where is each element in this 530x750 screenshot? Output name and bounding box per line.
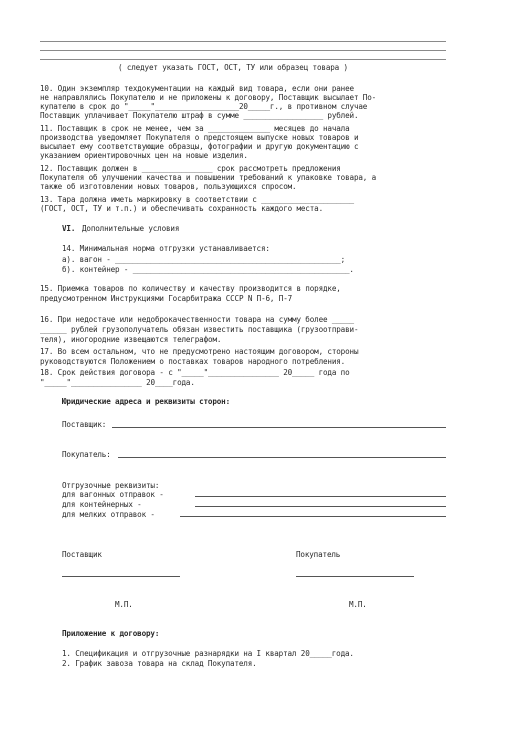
section-number: VI. <box>62 224 76 233</box>
appendix-title: Приложение к договору: <box>62 629 160 638</box>
shipping-wagon-line <box>195 496 446 497</box>
blank-line <box>40 41 446 42</box>
appendix-item: 1. Спецификация и отгрузочные разнарядки на I квартал 20_____года. <box>62 649 354 658</box>
p11-line: указанием ориентировочных цен на новые изделия. <box>40 151 248 160</box>
legal-section-title: Юридические адреса и реквизиты сторон: <box>62 397 231 406</box>
p12-line: 12. Поставщик должен в ________________ срок рассмотреть предложения <box>40 164 341 173</box>
p11-line: высылает ему соответствующие образцы, фотографии и другую документацию с <box>40 142 359 151</box>
section-title: Дополнительные условия <box>82 224 180 233</box>
signature-supplier-line <box>62 576 180 577</box>
shipping-container-label: для контейнерных - <box>62 500 142 509</box>
p14-option-a: а). вагон - ___________________________________________________; <box>62 255 345 264</box>
p12-line: также об изготовлении новых товаров, пользующихся спросом. <box>40 182 297 191</box>
p15-line: предусмотренном Инструкциями Госарбитража СССР N П-6, П-7 <box>40 294 293 303</box>
p17-line: 17. Во всем остальном, что не предусмотрено настоящим договором, стороны <box>40 347 359 356</box>
p11-line: 11. Поставщик в срок не менее, чем за ______________ месяцев до начала <box>40 124 350 133</box>
buyer-label: Покупатель: <box>62 450 111 459</box>
p12-line: Покупателя об улучшении качества и повышении требований к упаковке товара, а <box>40 173 377 182</box>
shipping-small-line <box>180 516 446 517</box>
p18-line: "_____"________________ 20____года. <box>40 378 195 387</box>
p16-line: ______ рублей грузополучатель обязан известить поставщика (грузоотправи- <box>40 325 359 334</box>
p14-option-b: б). контейнер - _________________________________________________. <box>62 265 354 274</box>
p15-line: 15. Приемка товаров по количеству и качеству производится в порядке, <box>40 284 341 293</box>
p17-line: руководствуются Положением о поставках товаров народного потребления. <box>40 357 346 366</box>
stamp-right: М.П. <box>349 600 367 609</box>
signature-supplier-label: Поставщик <box>62 550 102 559</box>
p14-line: 14. Минимальная норма отгрузки устанавливается: <box>62 244 270 253</box>
header-note: ( следует указать ГОСТ, ОСТ, ТУ или образец товара ) <box>118 63 348 72</box>
p18-line: 18. Срок действия договора - с "_____"________________ 20_____ года по <box>40 368 350 377</box>
p16-line: 16. При недостаче или недоброкачественности товара на сумму более _____ <box>40 315 354 324</box>
shipping-small-label: для мелких отправок - <box>62 510 155 519</box>
shipping-wagon-label: для вагонных отправок - <box>62 490 164 499</box>
p11-line: производства уведомляет Покупателя о предстоящем выпуске новых товаров и <box>40 133 359 142</box>
stamp-left: М.П. <box>115 600 133 609</box>
p10-line: купателю в срок до "_____"___________________20_____г., в противном случае <box>40 102 368 111</box>
supplier-address-line <box>112 427 446 428</box>
blank-line <box>40 59 446 60</box>
appendix-item: 2. График завоза товара на склад Покупателя. <box>62 659 257 668</box>
supplier-label: Поставщик: <box>62 420 107 429</box>
p13-line: 13. Тара должна иметь маркировку в соответствии с _____________________ <box>40 195 354 204</box>
signature-buyer-label: Покупатель <box>296 550 341 559</box>
shipping-container-line <box>195 506 446 507</box>
p10-line: Поставщик уплачивает Покупателю штраф в сумме __________________ рублей. <box>40 111 359 120</box>
p13-line: (ГОСТ, ОСТ, ТУ и т.п.) и обеспечивать сохранность каждого места. <box>40 204 323 213</box>
p16-line: теля), иногородние извещаются телеграфом. <box>40 335 222 344</box>
buyer-address-line <box>118 457 446 458</box>
blank-line <box>40 50 446 51</box>
p10-line: не направлялись Покупателю и не приложены к договору, Поставщик высылает По- <box>40 93 377 102</box>
signature-buyer-line <box>296 576 414 577</box>
shipping-title: Отгрузочные реквизиты: <box>62 481 160 490</box>
p10-line: 10. Один экземпляр техдокументации на каждый вид товара, если они ранее <box>40 84 354 93</box>
